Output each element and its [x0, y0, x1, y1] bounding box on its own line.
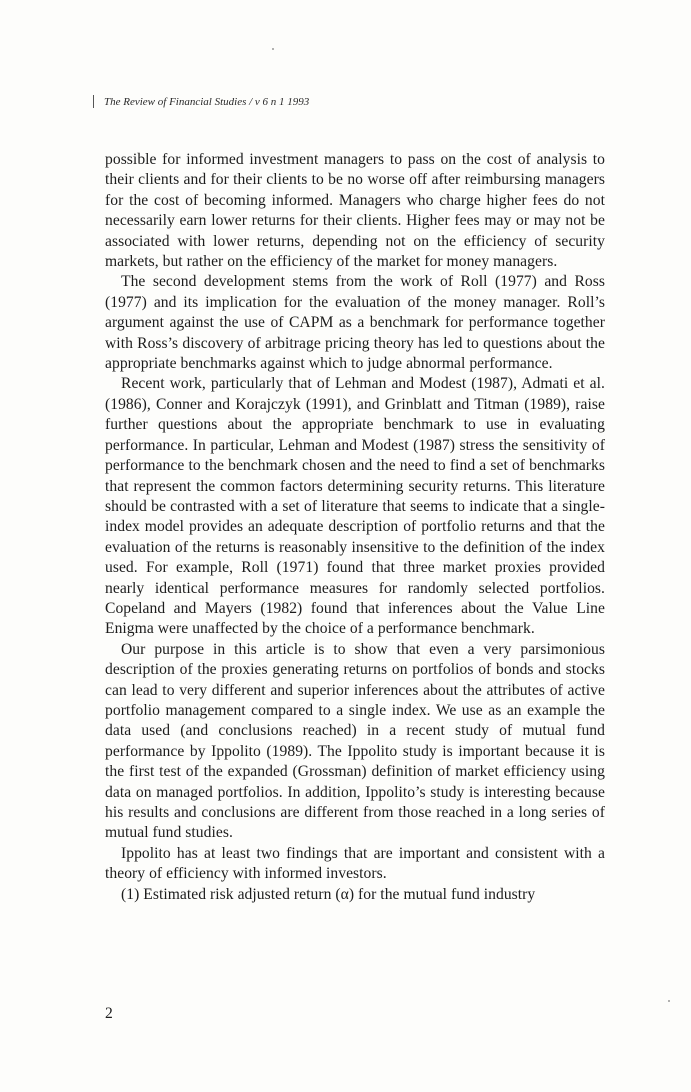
body-text — [105, 150, 605, 905]
header-rule — [93, 95, 94, 108]
scan-speck — [668, 1000, 670, 1002]
paragraph: possible for informed investment managers to pass on the cost of analysis to their clients and for their clients to be no worse off after reimbursing managers for the cost of becoming informed. Managers who charge higher fees do not necessarily earn lower returns for their clients. Higher fees may or may not be associated with lower returns, depending not on the efficiency of security markets, but rather on the efficiency of the market for money managers. — [105, 151, 605, 271]
running-head — [93, 95, 309, 108]
paragraph: The second development stems from the work of Roll (1977) and Ross (1977) and its implication for the evaluation of the money manager. Roll’s argument against the use of CAPM as a benchmark for performance together with Ross’s discovery of arbitrage pricing theory has led to questions about the appropriate benchmarks against which to judge abnormal performance. — [105, 273, 605, 373]
scan-speck — [272, 48, 274, 50]
running-head-text: The Review of Financial Studies / v 6 n 1 1993 — [104, 95, 310, 108]
paragraph: Recent work, particularly that of Lehman and Modest (1987), Admati et al. (1986), Conner and Korajczyk (1991), and Grinblatt and Titman (1989), raise further questions about the appropriate benchmark to use in evaluating performance. In particular, Lehman and Modest (1987) stress the sensitivity of performance to the benchmark chosen and the need to find a set of benchmarks that represent the common factors determining security returns. This literature should be contrasted with a set of literature that seems to indicate that a single-index model provides an adequate description of portfolio returns and that the evaluation of the returns is reasonably insensitive to the definition of the index used. For example, Roll (1971) found that three market proxies provided nearly identical performance measures for randomly selected portfolios. Copeland and Mayers (1982) found that inferences about the Value Line Enigma were unaffected by the choice of a performance benchmark. — [105, 375, 605, 638]
paragraph: Our purpose in this article is to show that even a very parsimonious description of the proxies generating returns on portfolios of bonds and stocks can lead to very different and superior inferences about the attributes of active portfolio management compared to a single index. We use as an example the data used (and conclusions reached) in a recent study of mutual fund performance by Ippolito (1989). The Ippolito study is important because it is the first test of the expanded (Grossman) definition of market efficiency using data on managed portfolios. In addition, Ippolito’s study is interesting because his results and conclusions are different from those reached in a long series of mutual fund studies. — [105, 640, 605, 842]
paragraph: (1) Estimated risk adjusted return (α) for the mutual fund industry — [121, 885, 536, 903]
paragraph: Ippolito has at least two findings that are important and consistent with a theory of efficiency with informed investors. — [105, 844, 605, 883]
page-number: 2 — [105, 1005, 113, 1022]
